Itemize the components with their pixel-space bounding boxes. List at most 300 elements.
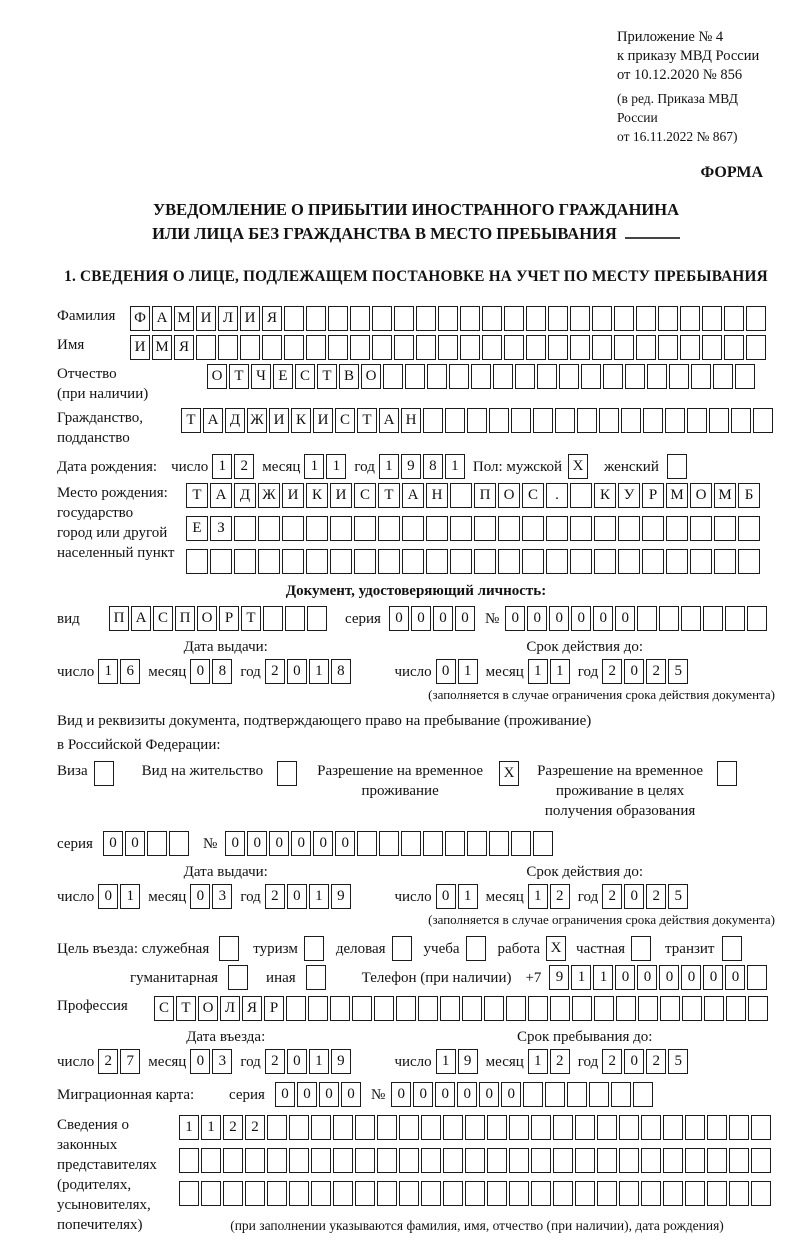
char-cell[interactable] <box>614 306 634 331</box>
char-cell[interactable] <box>663 1148 683 1173</box>
char-cell[interactable] <box>735 364 755 389</box>
residence-expiry-year-input[interactable] <box>602 884 690 909</box>
char-cell[interactable] <box>594 996 614 1021</box>
char-cell[interactable] <box>467 831 487 856</box>
char-cell[interactable] <box>729 1148 749 1173</box>
char-cell[interactable] <box>427 364 447 389</box>
char-cell[interactable]: 9 <box>331 1049 351 1074</box>
char-cell[interactable]: С <box>154 996 174 1021</box>
char-cell[interactable]: Т <box>241 606 261 631</box>
char-cell[interactable] <box>306 516 328 541</box>
char-cell[interactable]: 2 <box>602 884 622 909</box>
stay-day-input[interactable] <box>436 1049 480 1074</box>
char-cell[interactable] <box>748 996 768 1021</box>
char-cell[interactable]: А <box>402 483 424 508</box>
char-cell[interactable] <box>511 408 531 433</box>
char-cell[interactable] <box>465 1181 485 1206</box>
char-cell[interactable]: 9 <box>549 965 569 990</box>
representatives-row1-input[interactable] <box>179 1115 773 1140</box>
char-cell[interactable] <box>383 364 403 389</box>
residence-series-input[interactable] <box>103 831 191 856</box>
checkbox-cell[interactable] <box>717 761 737 786</box>
char-cell[interactable] <box>267 1115 287 1140</box>
char-cell[interactable]: 9 <box>401 454 421 479</box>
birth-day-input[interactable] <box>212 454 256 479</box>
char-cell[interactable]: 9 <box>331 884 351 909</box>
char-cell[interactable]: 2 <box>646 1049 666 1074</box>
residence-issue-day-input[interactable] <box>98 884 142 909</box>
char-cell[interactable] <box>357 831 377 856</box>
char-cell[interactable] <box>460 335 480 360</box>
char-cell[interactable] <box>487 1148 507 1173</box>
char-cell[interactable] <box>306 335 326 360</box>
char-cell[interactable] <box>665 408 685 433</box>
char-cell[interactable]: 1 <box>593 965 613 990</box>
char-cell[interactable] <box>546 516 568 541</box>
char-cell[interactable]: 0 <box>479 1082 499 1107</box>
char-cell[interactable]: Т <box>229 364 249 389</box>
purpose-humanitarian-checkbox[interactable] <box>228 965 250 990</box>
char-cell[interactable] <box>267 1181 287 1206</box>
char-cell[interactable]: 0 <box>287 884 307 909</box>
char-cell[interactable] <box>306 306 326 331</box>
char-cell[interactable] <box>465 1148 485 1173</box>
char-cell[interactable] <box>498 549 520 574</box>
char-cell[interactable] <box>482 306 502 331</box>
char-cell[interactable] <box>570 549 592 574</box>
char-cell[interactable]: Р <box>264 996 284 1021</box>
char-cell[interactable]: М <box>152 335 172 360</box>
char-cell[interactable]: 0 <box>435 1082 455 1107</box>
char-cell[interactable] <box>245 1148 265 1173</box>
char-cell[interactable]: 2 <box>223 1115 243 1140</box>
char-cell[interactable] <box>714 549 736 574</box>
char-cell[interactable] <box>747 606 767 631</box>
char-cell[interactable] <box>421 1115 441 1140</box>
doc-issue-year-input[interactable] <box>265 659 353 684</box>
char-cell[interactable]: 0 <box>455 606 475 631</box>
char-cell[interactable] <box>487 1181 507 1206</box>
char-cell[interactable]: Д <box>225 408 245 433</box>
char-cell[interactable] <box>355 1181 375 1206</box>
char-cell[interactable] <box>262 335 282 360</box>
checkbox-cell[interactable]: X <box>546 936 566 961</box>
char-cell[interactable] <box>330 549 352 574</box>
char-cell[interactable]: 0 <box>287 1049 307 1074</box>
char-cell[interactable] <box>487 1115 507 1140</box>
char-cell[interactable]: 0 <box>436 659 456 684</box>
char-cell[interactable] <box>333 1148 353 1173</box>
char-cell[interactable]: О <box>361 364 381 389</box>
checkbox-cell[interactable] <box>304 936 324 961</box>
char-cell[interactable] <box>666 549 688 574</box>
char-cell[interactable]: 0 <box>98 884 118 909</box>
char-cell[interactable]: С <box>522 483 544 508</box>
char-cell[interactable] <box>738 516 760 541</box>
char-cell[interactable] <box>618 549 640 574</box>
purpose-transit-checkbox[interactable] <box>722 936 744 961</box>
stay-month-input[interactable] <box>528 1049 572 1074</box>
char-cell[interactable]: 1 <box>458 884 478 909</box>
char-cell[interactable] <box>704 996 724 1021</box>
char-cell[interactable] <box>526 306 546 331</box>
char-cell[interactable]: Д <box>234 483 256 508</box>
char-cell[interactable] <box>548 306 568 331</box>
char-cell[interactable]: 0 <box>433 606 453 631</box>
char-cell[interactable] <box>416 335 436 360</box>
char-cell[interactable]: 0 <box>571 606 591 631</box>
char-cell[interactable]: 0 <box>703 965 723 990</box>
char-cell[interactable] <box>460 306 480 331</box>
char-cell[interactable]: 1 <box>120 884 140 909</box>
char-cell[interactable] <box>330 516 352 541</box>
citizenship-input[interactable] <box>181 408 775 433</box>
char-cell[interactable]: 9 <box>458 1049 478 1074</box>
char-cell[interactable] <box>531 1181 551 1206</box>
char-cell[interactable] <box>450 549 472 574</box>
char-cell[interactable]: 1 <box>571 965 591 990</box>
char-cell[interactable]: 8 <box>212 659 232 684</box>
char-cell[interactable]: 0 <box>411 606 431 631</box>
char-cell[interactable] <box>440 996 460 1021</box>
char-cell[interactable] <box>374 996 394 1021</box>
char-cell[interactable] <box>354 516 376 541</box>
char-cell[interactable]: М <box>714 483 736 508</box>
char-cell[interactable] <box>618 516 640 541</box>
char-cell[interactable] <box>550 996 570 1021</box>
char-cell[interactable] <box>597 1181 617 1206</box>
doc-kind-input[interactable] <box>109 606 329 631</box>
char-cell[interactable] <box>234 516 256 541</box>
checkbox-cell[interactable] <box>392 936 412 961</box>
char-cell[interactable]: К <box>594 483 616 508</box>
char-cell[interactable]: 2 <box>234 454 254 479</box>
char-cell[interactable] <box>570 335 590 360</box>
char-cell[interactable]: Л <box>220 996 240 1021</box>
purpose-other-checkbox[interactable] <box>306 965 328 990</box>
char-cell[interactable] <box>449 364 469 389</box>
char-cell[interactable]: 6 <box>120 659 140 684</box>
char-cell[interactable]: 2 <box>646 884 666 909</box>
char-cell[interactable]: 2 <box>265 884 285 909</box>
char-cell[interactable] <box>396 996 416 1021</box>
char-cell[interactable] <box>725 606 745 631</box>
given-name-input[interactable] <box>130 335 768 360</box>
char-cell[interactable] <box>625 364 645 389</box>
char-cell[interactable]: 0 <box>436 884 456 909</box>
char-cell[interactable] <box>641 1148 661 1173</box>
char-cell[interactable] <box>355 1148 375 1173</box>
purpose-study-checkbox[interactable] <box>466 936 488 961</box>
char-cell[interactable]: 0 <box>413 1082 433 1107</box>
char-cell[interactable] <box>284 306 304 331</box>
char-cell[interactable]: 2 <box>602 659 622 684</box>
char-cell[interactable]: 0 <box>190 1049 210 1074</box>
char-cell[interactable] <box>611 1082 631 1107</box>
sex-male-checkbox[interactable] <box>568 454 590 479</box>
residence-issue-year-input[interactable] <box>265 884 353 909</box>
char-cell[interactable] <box>218 335 238 360</box>
char-cell[interactable] <box>531 1148 551 1173</box>
char-cell[interactable] <box>443 1181 463 1206</box>
char-cell[interactable]: Н <box>426 483 448 508</box>
char-cell[interactable] <box>621 408 641 433</box>
char-cell[interactable]: А <box>379 408 399 433</box>
birthplace-row3-input[interactable] <box>186 549 762 574</box>
char-cell[interactable] <box>594 549 616 574</box>
char-cell[interactable] <box>522 549 544 574</box>
char-cell[interactable]: С <box>153 606 173 631</box>
char-cell[interactable] <box>282 516 304 541</box>
char-cell[interactable]: О <box>207 364 227 389</box>
char-cell[interactable] <box>746 306 766 331</box>
char-cell[interactable]: Я <box>242 996 262 1021</box>
char-cell[interactable] <box>709 408 729 433</box>
char-cell[interactable] <box>680 306 700 331</box>
char-cell[interactable] <box>263 606 283 631</box>
char-cell[interactable]: А <box>210 483 232 508</box>
char-cell[interactable] <box>572 996 592 1021</box>
char-cell[interactable] <box>186 549 208 574</box>
char-cell[interactable]: 1 <box>528 659 548 684</box>
char-cell[interactable]: 0 <box>389 606 409 631</box>
char-cell[interactable] <box>687 408 707 433</box>
char-cell[interactable]: Е <box>186 516 208 541</box>
char-cell[interactable]: 2 <box>245 1115 265 1140</box>
birth-month-input[interactable] <box>304 454 348 479</box>
checkbox-cell[interactable] <box>667 454 687 479</box>
char-cell[interactable]: 0 <box>335 831 355 856</box>
char-cell[interactable] <box>548 335 568 360</box>
doc-series-input[interactable] <box>389 606 477 631</box>
char-cell[interactable] <box>286 996 306 1021</box>
entry-year-input[interactable] <box>265 1049 353 1074</box>
char-cell[interactable]: Е <box>273 364 293 389</box>
char-cell[interactable]: Ч <box>251 364 271 389</box>
char-cell[interactable] <box>731 408 751 433</box>
char-cell[interactable] <box>399 1148 419 1173</box>
char-cell[interactable]: К <box>291 408 311 433</box>
char-cell[interactable] <box>575 1115 595 1140</box>
char-cell[interactable] <box>533 408 553 433</box>
char-cell[interactable] <box>377 1115 397 1140</box>
char-cell[interactable] <box>707 1115 727 1140</box>
char-cell[interactable]: А <box>203 408 223 433</box>
char-cell[interactable] <box>474 516 496 541</box>
char-cell[interactable]: 0 <box>457 1082 477 1107</box>
char-cell[interactable] <box>399 1115 419 1140</box>
char-cell[interactable] <box>416 306 436 331</box>
char-cell[interactable]: 2 <box>265 659 285 684</box>
char-cell[interactable] <box>724 306 744 331</box>
phone-input[interactable] <box>549 965 769 990</box>
char-cell[interactable] <box>567 1082 587 1107</box>
char-cell[interactable] <box>223 1148 243 1173</box>
migcard-number-input[interactable] <box>391 1082 655 1107</box>
char-cell[interactable] <box>394 306 414 331</box>
char-cell[interactable] <box>614 335 634 360</box>
char-cell[interactable] <box>751 1115 771 1140</box>
char-cell[interactable] <box>379 831 399 856</box>
char-cell[interactable] <box>245 1181 265 1206</box>
char-cell[interactable] <box>522 516 544 541</box>
char-cell[interactable]: 0 <box>624 884 644 909</box>
char-cell[interactable] <box>599 408 619 433</box>
doc-expiry-year-input[interactable] <box>602 659 690 684</box>
doc-issue-month-input[interactable] <box>190 659 234 684</box>
char-cell[interactable]: 0 <box>624 1049 644 1074</box>
char-cell[interactable] <box>311 1181 331 1206</box>
char-cell[interactable] <box>619 1181 639 1206</box>
char-cell[interactable] <box>685 1181 705 1206</box>
char-cell[interactable]: 1 <box>458 659 478 684</box>
char-cell[interactable] <box>438 306 458 331</box>
char-cell[interactable] <box>509 1181 529 1206</box>
char-cell[interactable] <box>498 516 520 541</box>
char-cell[interactable]: Л <box>218 306 238 331</box>
char-cell[interactable] <box>423 831 443 856</box>
char-cell[interactable]: 0 <box>275 1082 295 1107</box>
char-cell[interactable]: 0 <box>501 1082 521 1107</box>
char-cell[interactable] <box>405 364 425 389</box>
char-cell[interactable]: О <box>690 483 712 508</box>
char-cell[interactable]: 0 <box>725 965 745 990</box>
edu-residence-permit-checkbox[interactable] <box>717 761 739 786</box>
char-cell[interactable] <box>350 335 370 360</box>
char-cell[interactable]: 1 <box>445 454 465 479</box>
char-cell[interactable] <box>289 1148 309 1173</box>
char-cell[interactable] <box>282 549 304 574</box>
char-cell[interactable] <box>421 1148 441 1173</box>
char-cell[interactable] <box>555 408 575 433</box>
char-cell[interactable]: 0 <box>125 831 145 856</box>
char-cell[interactable] <box>685 1115 705 1140</box>
char-cell[interactable]: 0 <box>615 965 635 990</box>
char-cell[interactable] <box>169 831 189 856</box>
char-cell[interactable]: 0 <box>505 606 525 631</box>
char-cell[interactable] <box>533 831 553 856</box>
char-cell[interactable]: 7 <box>120 1049 140 1074</box>
char-cell[interactable] <box>418 996 438 1021</box>
char-cell[interactable] <box>352 996 372 1021</box>
char-cell[interactable] <box>619 1148 639 1173</box>
char-cell[interactable]: В <box>339 364 359 389</box>
char-cell[interactable] <box>467 408 487 433</box>
char-cell[interactable] <box>589 1082 609 1107</box>
residence-permit-checkbox[interactable] <box>277 761 299 786</box>
char-cell[interactable] <box>575 1148 595 1173</box>
char-cell[interactable] <box>308 996 328 1021</box>
char-cell[interactable] <box>702 306 722 331</box>
char-cell[interactable] <box>570 516 592 541</box>
char-cell[interactable]: Я <box>262 306 282 331</box>
residence-expiry-day-input[interactable] <box>436 884 480 909</box>
char-cell[interactable]: 2 <box>550 1049 570 1074</box>
char-cell[interactable] <box>638 996 658 1021</box>
char-cell[interactable] <box>438 335 458 360</box>
char-cell[interactable] <box>643 408 663 433</box>
char-cell[interactable] <box>691 364 711 389</box>
char-cell[interactable] <box>746 335 766 360</box>
char-cell[interactable] <box>724 335 744 360</box>
purpose-business-checkbox[interactable] <box>392 936 414 961</box>
char-cell[interactable]: И <box>330 483 352 508</box>
char-cell[interactable] <box>707 1181 727 1206</box>
char-cell[interactable] <box>553 1148 573 1173</box>
char-cell[interactable] <box>592 306 612 331</box>
char-cell[interactable]: 0 <box>225 831 245 856</box>
char-cell[interactable] <box>553 1181 573 1206</box>
char-cell[interactable]: З <box>210 516 232 541</box>
char-cell[interactable] <box>506 996 526 1021</box>
char-cell[interactable]: 0 <box>341 1082 361 1107</box>
char-cell[interactable] <box>592 335 612 360</box>
birthplace-row1-input[interactable] <box>186 483 762 508</box>
char-cell[interactable]: Т <box>176 996 196 1021</box>
char-cell[interactable]: О <box>198 996 218 1021</box>
char-cell[interactable] <box>515 364 535 389</box>
char-cell[interactable] <box>328 306 348 331</box>
char-cell[interactable]: 8 <box>423 454 443 479</box>
checkbox-cell[interactable]: X <box>499 761 519 786</box>
char-cell[interactable]: Т <box>357 408 377 433</box>
char-cell[interactable]: И <box>196 306 216 331</box>
char-cell[interactable] <box>474 549 496 574</box>
char-cell[interactable] <box>258 549 280 574</box>
char-cell[interactable]: 0 <box>297 1082 317 1107</box>
char-cell[interactable] <box>401 831 421 856</box>
char-cell[interactable]: 0 <box>247 831 267 856</box>
char-cell[interactable] <box>311 1115 331 1140</box>
char-cell[interactable]: Я <box>174 335 194 360</box>
char-cell[interactable] <box>553 1115 573 1140</box>
char-cell[interactable] <box>289 1115 309 1140</box>
char-cell[interactable] <box>597 1148 617 1173</box>
char-cell[interactable] <box>372 306 392 331</box>
checkbox-cell[interactable] <box>277 761 297 786</box>
char-cell[interactable] <box>559 364 579 389</box>
char-cell[interactable] <box>594 516 616 541</box>
char-cell[interactable]: С <box>335 408 355 433</box>
char-cell[interactable] <box>603 364 623 389</box>
char-cell[interactable] <box>660 996 680 1021</box>
stay-year-input[interactable] <box>602 1049 690 1074</box>
char-cell[interactable] <box>641 1181 661 1206</box>
migcard-series-input[interactable] <box>275 1082 363 1107</box>
char-cell[interactable] <box>751 1148 771 1173</box>
checkbox-cell[interactable] <box>466 936 486 961</box>
char-cell[interactable]: И <box>313 408 333 433</box>
char-cell[interactable]: 1 <box>304 454 324 479</box>
char-cell[interactable]: 0 <box>313 831 333 856</box>
purpose-work-checkbox[interactable] <box>546 936 568 961</box>
char-cell[interactable] <box>511 831 531 856</box>
char-cell[interactable] <box>443 1115 463 1140</box>
char-cell[interactable] <box>240 335 260 360</box>
char-cell[interactable] <box>378 516 400 541</box>
char-cell[interactable]: 0 <box>287 659 307 684</box>
char-cell[interactable]: С <box>354 483 376 508</box>
entry-day-input[interactable] <box>98 1049 142 1074</box>
birth-year-input[interactable] <box>379 454 467 479</box>
char-cell[interactable]: И <box>269 408 289 433</box>
char-cell[interactable] <box>443 1148 463 1173</box>
char-cell[interactable] <box>354 549 376 574</box>
checkbox-cell[interactable] <box>722 936 742 961</box>
char-cell[interactable] <box>426 549 448 574</box>
char-cell[interactable] <box>753 408 773 433</box>
representatives-row2-input[interactable] <box>179 1148 773 1173</box>
